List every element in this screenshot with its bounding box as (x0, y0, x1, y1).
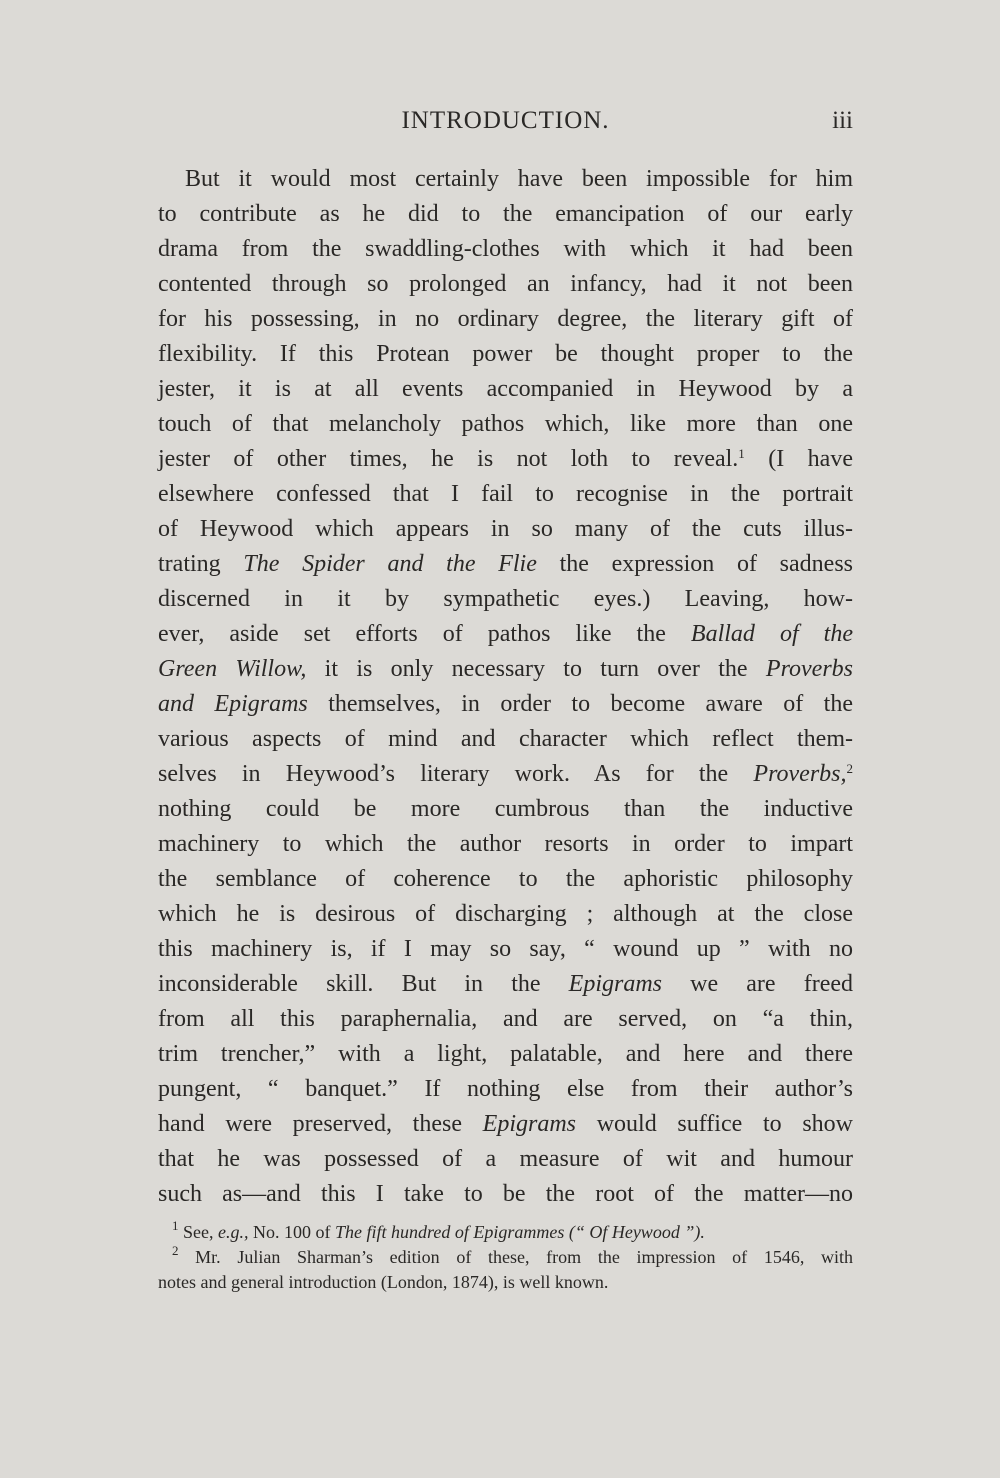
text-line: machinery to which the author resorts in order to impart (158, 831, 853, 857)
text-line: various aspects of mind and character which reflect them- (158, 726, 853, 752)
running-title: INTRODUCTION. (401, 107, 610, 134)
work-title: Epigrams (482, 1111, 577, 1137)
work-title: The fift hundred of Epigrammes (“ Of Heywood ”). (335, 1222, 705, 1242)
work-title: Green Willow, (158, 656, 307, 682)
text-line: flexibility. If this Protean power be thought proper to the (158, 341, 853, 367)
page-number: iii (832, 107, 853, 134)
text-line: hand were preserved, these Epigrams would suffice to show (158, 1111, 854, 1137)
text-line: nothing could be more cumbrous than the inductive (158, 796, 853, 822)
text-line: jester, it is at all events accompanied in Heywood by a (158, 376, 853, 402)
work-title: and Epigrams (158, 691, 308, 717)
text-line: jester of other times, he is not loth to reveal.$^1$ (I have (158, 446, 853, 472)
text-line: such as—and this I take to be the root of the matter—no (158, 1181, 853, 1207)
text-line: inconsiderable skill. But in the Epigrams we are freed (158, 971, 853, 997)
text-line: from all this paraphernalia, and are served, on “a thin, (158, 1006, 853, 1032)
text-line: touch of that melancholy pathos which, like more than one (158, 411, 853, 437)
text-line: ever, aside set efforts of pathos like the Ballad of the (158, 621, 853, 647)
text-line: that he was possessed of a measure of wit and humour (158, 1146, 853, 1172)
text-line: contented through so prolonged an infancy, had it not been (158, 271, 853, 297)
work-title: Proverbs (765, 656, 854, 682)
body-text (158, 162, 853, 1212)
footnote-ref: 2 (846, 761, 853, 776)
footnote-ref: 1 (738, 446, 745, 461)
text-line: of Heywood which appears in so many of the cuts illus- (158, 516, 853, 542)
footnote-1: $^1$ See, e.g., No. 100 of The fift hundred of Epigrammes (“ Of Heywood ”). (172, 1218, 705, 1242)
work-title: Epigrams (568, 971, 662, 997)
footnote-mark: 1 (172, 1218, 179, 1233)
text-line: elsewhere confessed that I fail to recognise in the portrait (158, 481, 853, 507)
text-line: which he is desirous of discharging ; although at the close (158, 901, 853, 927)
footnotes (158, 1220, 853, 1295)
text-line: pungent, “ banquet.” If nothing else from their author’s (158, 1076, 853, 1102)
work-title: Proverbs, (753, 761, 847, 787)
text-line: for his possessing, in no ordinary degree, the literary gift of (158, 306, 853, 332)
text-line: discerned in it by sympathetic eyes.) Leaving, how- (158, 586, 853, 612)
text-line: the semblance of coherence to the aphoristic philosophy (158, 866, 853, 892)
text-line: selves in Heywood’s literary work. As for the Proverbs,$^2$ (158, 761, 853, 787)
text-line: Green Willow, it is only necessary to turn over the Proverbs (158, 656, 854, 682)
text-line: But it would most certainly have been impossible for him (185, 166, 853, 192)
work-title: Ballad of the (690, 621, 853, 647)
text-line: trating The Spider and the Flie the expression of sadness (158, 551, 853, 577)
footnote-2-continued: notes and general introduction (London, 1874), is well known. (158, 1272, 609, 1292)
running-head (158, 104, 853, 138)
footnote-2: $^2$ Mr. Julian Sharman’s edition of these, from the impression of 1546, with (172, 1243, 853, 1267)
text-line: and Epigrams themselves, in order to become aware of the (158, 691, 853, 717)
footnote-mark: 2 (172, 1243, 179, 1258)
work-title: The Spider and the Flie (243, 551, 537, 577)
text-line: to contribute as he did to the emancipation of our early (158, 201, 853, 227)
text-line: this machinery is, if I may so say, “ wound up ” with no (158, 936, 853, 962)
text-line: trim trencher,” with a light, palatable, and here and there (158, 1041, 853, 1067)
text-line: drama from the swaddling-clothes with which it had been (158, 236, 853, 262)
